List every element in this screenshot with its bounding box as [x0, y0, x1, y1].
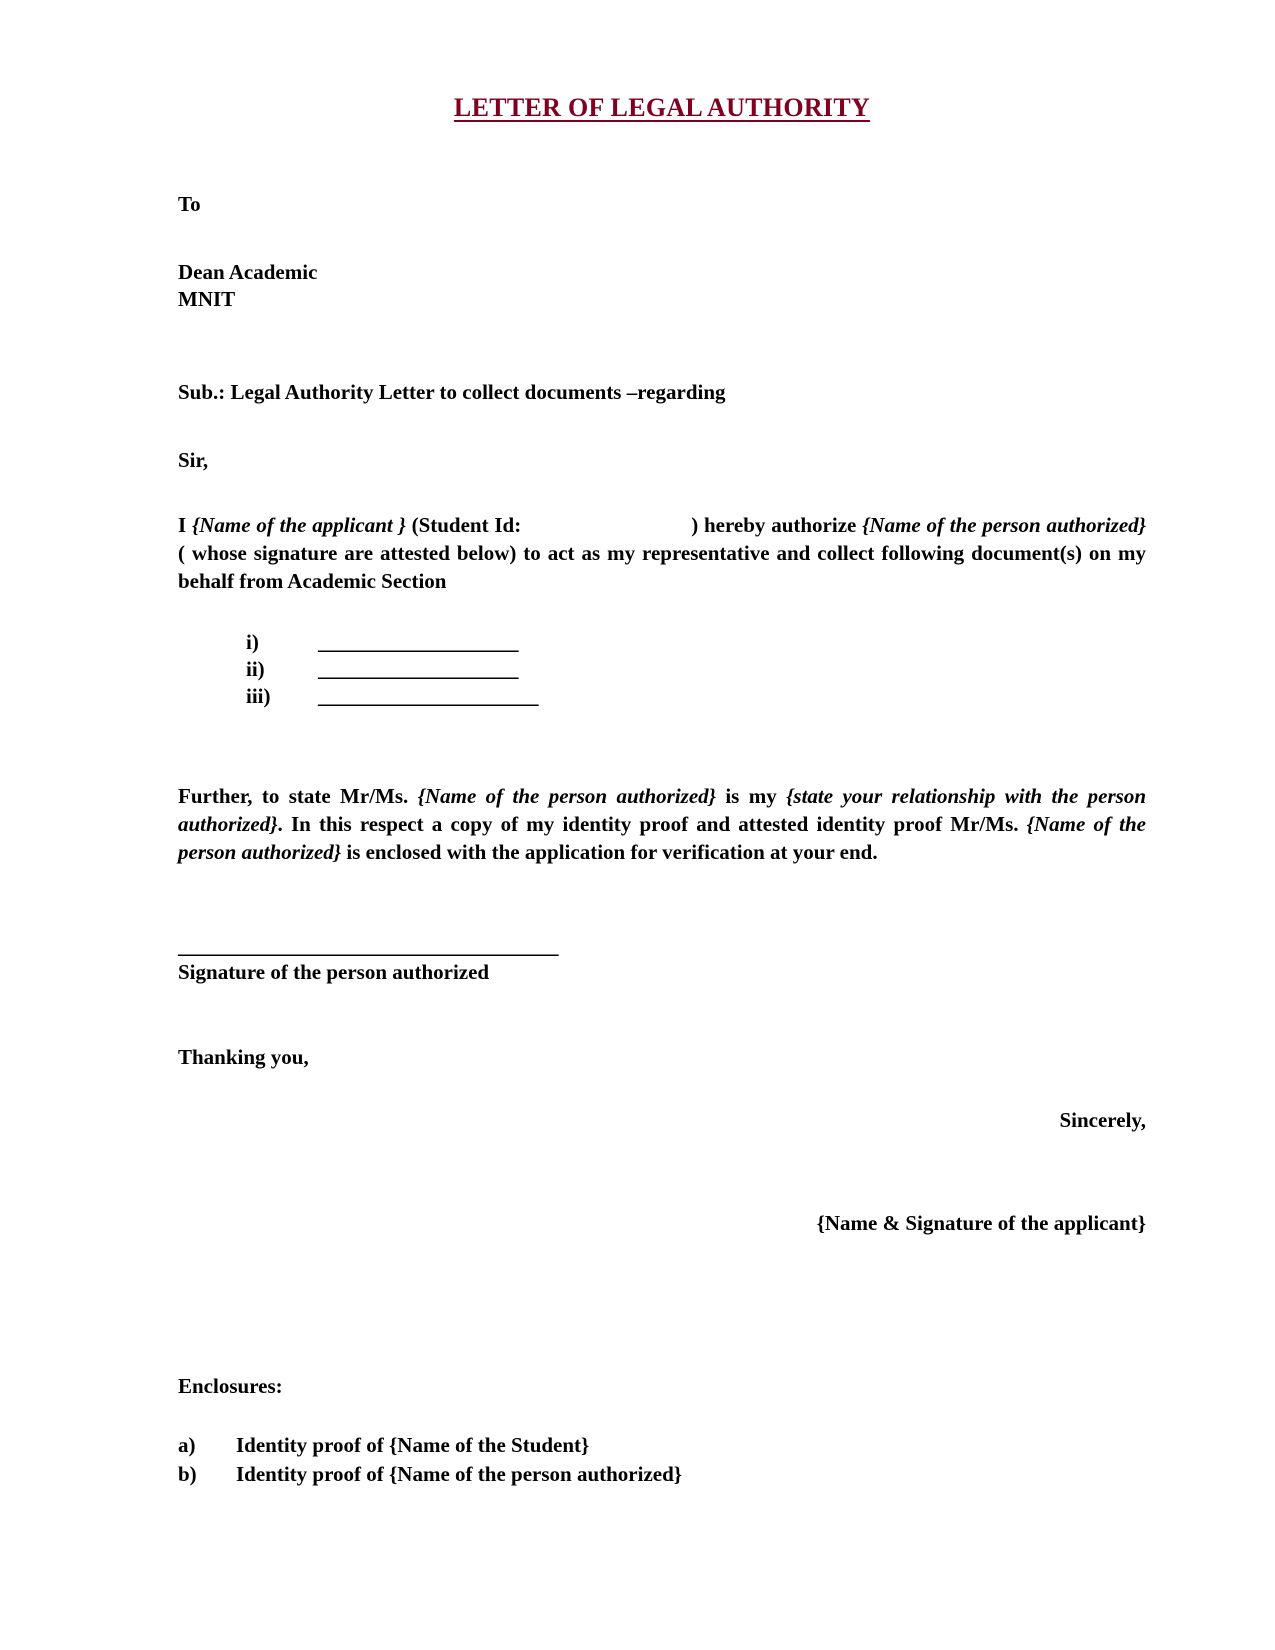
- further-paragraph-part1: Further, to state Mr/Ms.: [178, 783, 418, 808]
- list-marker: i): [246, 629, 259, 654]
- document-blank-3[interactable]: ______________________: [318, 683, 538, 708]
- salutation: Sir,: [178, 447, 209, 472]
- document-list: [246, 629, 1146, 710]
- further-paragraph-part3: . In this respect a copy of my identity proof and attested identity proof Mr/Ms.: [277, 811, 1027, 836]
- address-recipient: Dean Academic: [178, 259, 318, 284]
- main-paragraph-part1: I: [178, 512, 192, 537]
- signature-block: [178, 933, 1146, 985]
- signature-rule[interactable]: ______________________________________: [178, 933, 558, 958]
- applicant-name-placeholder: {Name of the applicant }: [191, 512, 406, 537]
- further-paragraph: [178, 782, 1146, 866]
- authorized-person-placeholder: {Name of the person authorized}: [862, 512, 1146, 537]
- list-marker: iii): [246, 683, 271, 708]
- list-item: [246, 629, 1146, 656]
- list-item: [178, 1460, 1146, 1489]
- relationship-placeholder: {state your relationship with the person authorized}: [178, 783, 1147, 836]
- authorized-person-placeholder: {Name of the person authorized}: [417, 783, 716, 808]
- further-paragraph-part4: is enclosed with the application for verification at your end.: [341, 839, 878, 864]
- main-paragraph-part4: ( whose signature are attested below) to act as my representative and collect following document(s) on my behalf from Academic Section: [178, 540, 1146, 593]
- main-paragraph-part2: (Student Id:: [405, 512, 522, 537]
- page-title: LETTER OF LEGAL AUTHORITY: [453, 93, 871, 122]
- enclosure-marker: b): [178, 1461, 197, 1486]
- address-to-label: To: [178, 192, 201, 216]
- document-blank-2[interactable]: ____________________: [318, 656, 518, 681]
- enclosures-heading: Enclosures:: [178, 1373, 283, 1398]
- main-paragraph: [178, 511, 1146, 595]
- enclosure-text: Identity proof of {Name of the Student}: [236, 1432, 590, 1457]
- list-item: [246, 656, 1146, 683]
- thanking-line: Thanking you,: [178, 1044, 309, 1069]
- list-marker: ii): [246, 656, 265, 681]
- subject-line: Sub.: Legal Authority Letter to collect documents –regarding: [178, 380, 726, 405]
- list-item: [178, 1431, 1146, 1460]
- enclosures-list: [178, 1431, 1146, 1489]
- main-paragraph-part3: ) hereby authorize: [691, 512, 863, 537]
- enclosure-marker: a): [178, 1432, 196, 1457]
- further-paragraph-part2: is my: [715, 783, 787, 808]
- sincerely-line: Sincerely,: [1059, 1107, 1146, 1132]
- list-item: [246, 683, 1146, 710]
- authorized-person-placeholder: {Name of the person authorized}: [178, 811, 1146, 864]
- applicant-signature-placeholder: {Name & Signature of the applicant}: [816, 1210, 1146, 1235]
- address-institution: MNIT: [178, 287, 236, 312]
- enclosure-text: Identity proof of {Name of the person authorized}: [236, 1461, 683, 1486]
- document-blank-1[interactable]: ____________________: [318, 629, 518, 654]
- document-content: [178, 0, 1146, 1489]
- signature-label: Signature of the person authorized: [178, 959, 490, 984]
